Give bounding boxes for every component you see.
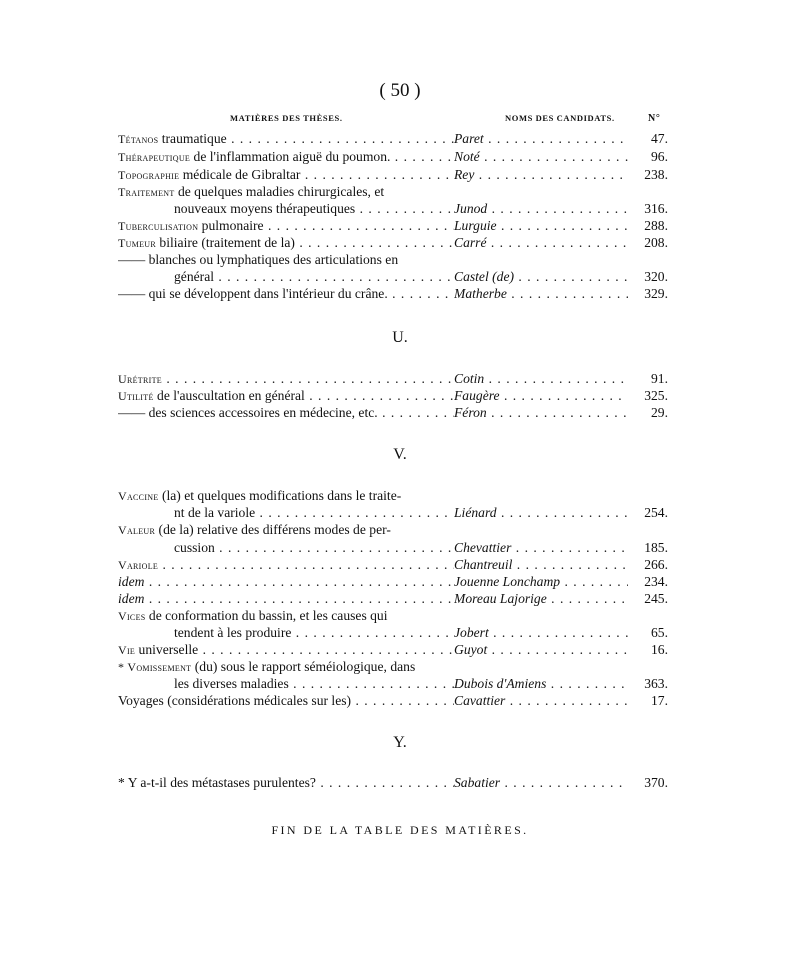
table-row: Voyages (considérations médicales sur les) . . . Cavattier . . . 17. bbox=[118, 692, 668, 709]
table-row: Tuberculisation pulmonaire . . . Lurguie . . . 288. bbox=[118, 217, 668, 234]
table-row: cussion . . . Chevattier . . . 185. bbox=[118, 539, 668, 556]
table-row: Utilité de l'auscultation en général . . . Faugère . . . 325. bbox=[118, 387, 668, 404]
table-row: Tumeur biliaire (traitement de la) . . . Carré . . . 208. bbox=[118, 234, 668, 251]
table-row: Tétanos traumatique . . . Paret . . . 47. bbox=[118, 130, 668, 147]
table-row: Traitement de quelques maladies chirurgicales, et bbox=[118, 184, 385, 199]
page-number: ( 50 ) bbox=[379, 80, 421, 101]
table-row: Urétrite . . . Cotin . . . 91. bbox=[118, 370, 668, 387]
table-row: nouveaux moyens thérapeutiques . . . Junod . . . 316. bbox=[118, 200, 668, 217]
table-row: Valeur (de la) relative des différens modes de per- bbox=[118, 522, 391, 537]
section-letter-v: V. bbox=[393, 446, 407, 463]
column-header-number: N° bbox=[648, 113, 661, 124]
footer-text: FIN DE LA TABLE DES MATIÈRES. bbox=[271, 823, 529, 837]
table-row: * Vomissement (du) sous le rapport séméiologique, dans bbox=[118, 659, 416, 674]
table-row: Vices de conformation du bassin, et les causes qui bbox=[118, 608, 388, 623]
table-row: nt de la variole . . . Liénard . . . 254. bbox=[118, 504, 668, 521]
table-row: * Y a-t-il des métastases purulentes? . . . Sabatier . . . 370. bbox=[118, 774, 668, 791]
table-row: —— des sciences accessoires en médecine, etc. . . . Féron . . . 29. bbox=[118, 404, 668, 421]
column-header-candidate: NOMS DES CANDIDATS. bbox=[505, 113, 615, 123]
table-row: idem . . . Moreau Lajorige . . . 245. bbox=[118, 590, 668, 607]
table-row: Vie universelle . . . Guyot . . . 16. bbox=[118, 641, 668, 658]
section-letter-u: U. bbox=[392, 329, 408, 346]
table-row: les diverses maladies . . . Dubois d'Amiens . . . 363. bbox=[118, 675, 668, 692]
table-row: général . . . Castel (de) . . . 320. bbox=[118, 268, 668, 285]
table-row: —— qui se développent dans l'intérieur du crâne. . . . Matherbe . . . 329. bbox=[118, 285, 668, 302]
table-row: idem . . . Jouenne Lonchamp . . . 234. bbox=[118, 573, 668, 590]
table-row: Thérapeutique de l'inflammation aiguë du poumon. . . . Noté . . . 96. bbox=[118, 148, 668, 165]
column-header-subject: MATIÈRES DES THÈSES. bbox=[230, 113, 343, 123]
table-row: Variole . . . Chantreuil . . . 266. bbox=[118, 556, 668, 573]
table-row: —— blanches ou lymphatiques des articulations en bbox=[118, 252, 399, 267]
table-row: tendent à les produire . . . Jobert . . . 65. bbox=[118, 624, 668, 641]
table-row: Vaccine (la) et quelques modifications dans le traite- bbox=[118, 488, 402, 503]
section-letter-y: Y. bbox=[393, 734, 407, 751]
table-row: Topographie médicale de Gibraltar . . . Rey . . . 238. bbox=[118, 166, 668, 183]
